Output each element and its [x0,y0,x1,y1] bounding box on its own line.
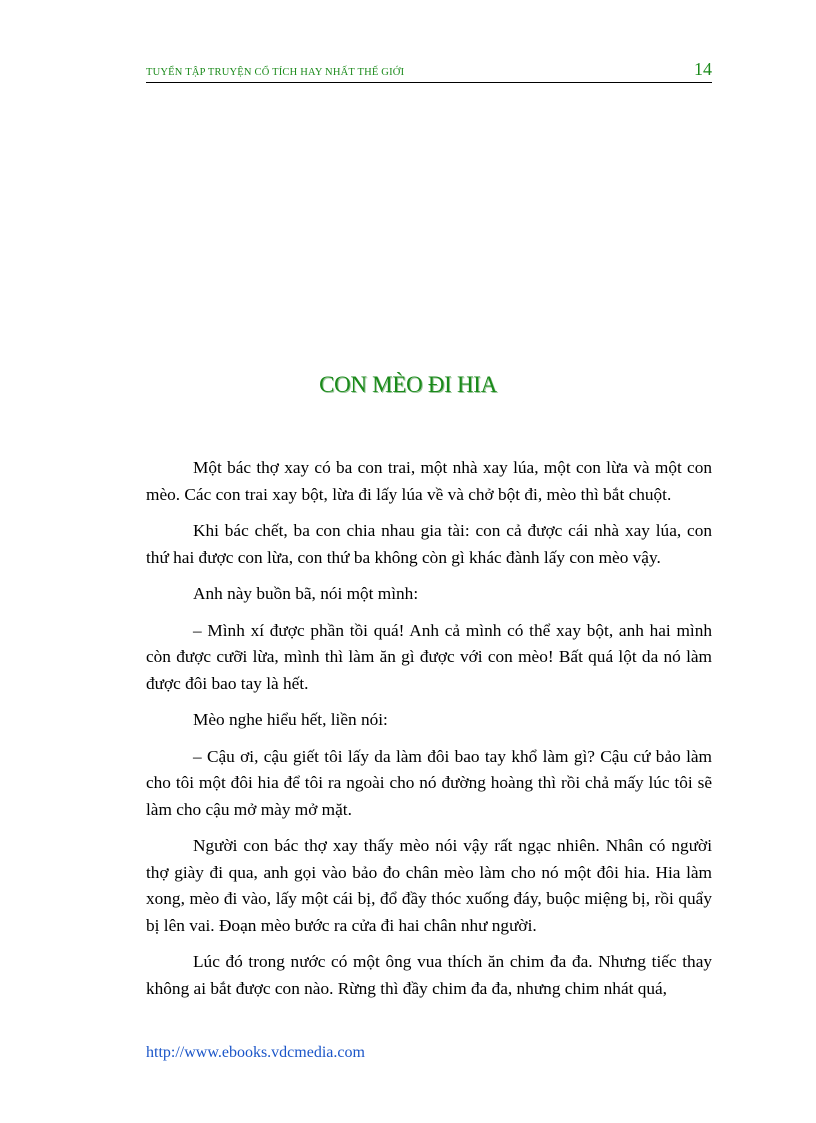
story-body [146,455,712,1012]
running-header [146,58,712,83]
story-title: CON MÈO ĐI HIA [319,372,497,397]
dialog-paragraph: – Cậu ơi, cậu giết tôi lấy da làm đôi bao tay khổ làm gì? Cậu cứ bảo làm cho tôi một đôi hia để tôi ra ngoài cho nó đường hoàng thì rồi chả mấy lúc tôi sẽ làm cho cậu mở mày mở mặt. [146,746,712,819]
paragraph: Mèo nghe hiểu hết, liền nói: [193,710,388,729]
paragraph: Lúc đó trong nước có một ông vua thích ăn chim đa đa. Nhưng tiếc thay không ai bắt được con nào. Rừng thì đầy chim đa đa, nhưng chim nhát quá, [146,952,712,998]
paragraph: Người con bác thợ xay thấy mèo nói vậy rất ngạc nhiên. Nhân có người thợ giày đi qua, anh gọi vào bảo đo chân mèo làm cho nó một đôi hia. Hia làm xong, mèo đi vào, lấy một cái bị, đổ đầy thóc xuống đáy, buộc miệng bị, rồi quẩy bị lên vai. Đoạn mèo bước ra cửa đi hai chân như người. [146,836,712,935]
paragraph: Anh này buồn bã, nói một mình: [193,584,419,603]
paragraph: Một bác thợ xay có ba con trai, một nhà xay lúa, một con lừa và một con mèo. Các con trai xay bột, lừa đi lấy lúa về và chở bột đi, mèo thì bắt chuột. [146,458,712,504]
page-number: 14 [694,59,712,79]
book-title: TUYỂN TẬP TRUYỆN CỔ TÍCH HAY NHẤT THẾ GIỚI [146,67,405,78]
footer-website-link[interactable]: http://www.ebooks.vdcmedia.com [146,1044,365,1061]
paragraph: Khi bác chết, ba con chia nhau gia tài: con cả được cái nhà xay lúa, con thứ hai được con lừa, con thứ ba không còn gì khác đành lấy con mèo vậy. [146,521,712,567]
dialog-paragraph: – Mình xí được phần tồi quá! Anh cả mình có thể xay bột, anh hai mình còn được cưỡi lừa, mình thì làm ăn gì được với con mèo! Bất quá lột da nó làm được đôi bao tay là hết. [146,620,712,693]
